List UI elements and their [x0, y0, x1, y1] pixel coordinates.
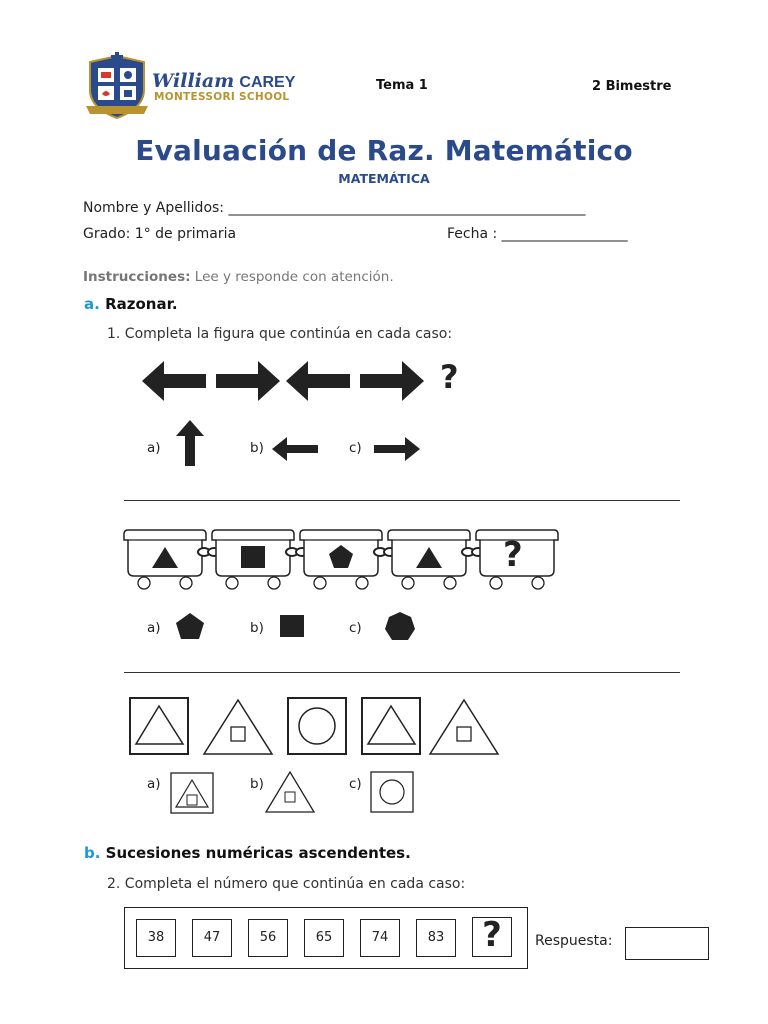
question-mark: ? — [503, 535, 523, 575]
option-a-label: a) — [147, 620, 161, 636]
arrow-right-icon[interactable] — [372, 436, 420, 462]
instructions-text: Lee y responde con atención. — [190, 269, 394, 285]
page-title: Evaluación de Raz. Matemático — [135, 134, 633, 167]
question-mark: ? — [440, 358, 459, 396]
section-a-heading — [84, 295, 178, 313]
arrow-left-icon — [142, 361, 206, 401]
wagon-2 — [212, 530, 294, 589]
option-c-label: c) — [349, 776, 362, 792]
question-mark: ? — [482, 915, 502, 955]
date-field[interactable]: Fecha : __________________ — [447, 226, 628, 242]
pentagon-icon[interactable] — [174, 612, 206, 640]
triangle-with-square-figure — [204, 700, 272, 754]
arrow-right-icon — [360, 361, 424, 401]
option-a-label: a) — [147, 776, 161, 792]
square-with-circle-figure — [288, 698, 346, 754]
section-b-title: Sucesiones numéricas ascendentes. — [105, 844, 411, 862]
instructions-label: Instrucciones: — [83, 269, 191, 285]
school-name-script: William — [152, 70, 235, 92]
arrow-left-icon — [286, 361, 350, 401]
sequence-number: 74 — [360, 919, 400, 957]
answer-input[interactable] — [625, 927, 709, 960]
school-logo — [82, 52, 296, 122]
page-subtitle: MATEMÁTICA — [338, 171, 430, 186]
sequence-number: 83 — [416, 919, 456, 957]
square-with-triangle-figure — [362, 698, 420, 754]
arrow-sequence — [140, 358, 480, 404]
option-c-label: c) — [349, 620, 362, 636]
sequence-number: 38 — [136, 919, 176, 957]
square-icon[interactable] — [279, 614, 305, 638]
section-b-letter: b. — [84, 844, 101, 862]
divider — [124, 672, 680, 673]
sequence-number: 47 — [192, 919, 232, 957]
topic-label: Tema 1 — [376, 78, 428, 93]
square-with-triangle-figure — [130, 698, 188, 754]
option-b-label: b) — [250, 776, 264, 792]
divider — [124, 500, 680, 501]
section-a-title: Razonar. — [105, 295, 178, 313]
triangle-with-square-figure[interactable] — [264, 770, 316, 814]
instructions — [83, 269, 394, 285]
option-a-label: a) — [147, 440, 161, 456]
name-field[interactable]: Nombre y Apellidos: ___________________________________________________ — [83, 200, 586, 216]
sequence-number: 65 — [304, 919, 344, 957]
school-name-bold: CAREY — [239, 74, 296, 91]
wagon-3 — [300, 530, 382, 589]
arrow-left-icon[interactable] — [272, 436, 320, 462]
sequence-number: 56 — [248, 919, 288, 957]
square-icon — [241, 546, 265, 568]
square-triangle-square-figure[interactable] — [170, 772, 214, 814]
option-c-label: c) — [349, 440, 362, 456]
section-a-letter: a. — [84, 295, 100, 313]
school-crest-icon — [82, 52, 152, 122]
triangle-with-square-figure — [430, 700, 498, 754]
arrow-up-icon[interactable] — [174, 420, 206, 466]
answer-label: Respuesta: — [535, 933, 613, 949]
period-label: 2 Bimestre — [592, 79, 672, 94]
grade-label: Grado: 1° de primaria — [83, 226, 237, 242]
question-1: 1. Completa la figura que continúa en cada caso: — [107, 326, 453, 342]
arrow-right-icon — [216, 361, 280, 401]
option-b-label: b) — [250, 440, 264, 456]
question-2: 2. Completa el número que continúa en cada caso: — [107, 876, 466, 892]
shape-sequence — [128, 696, 504, 758]
heptagon-icon[interactable] — [384, 611, 416, 643]
section-b-heading — [84, 844, 411, 862]
train-sequence — [120, 526, 560, 590]
school-subname: MONTESSORI SCHOOL — [154, 91, 290, 103]
square-with-circle-figure[interactable] — [370, 771, 414, 813]
wagon-1 — [124, 530, 206, 589]
wagon-4 — [388, 530, 470, 589]
option-b-label: b) — [250, 620, 264, 636]
